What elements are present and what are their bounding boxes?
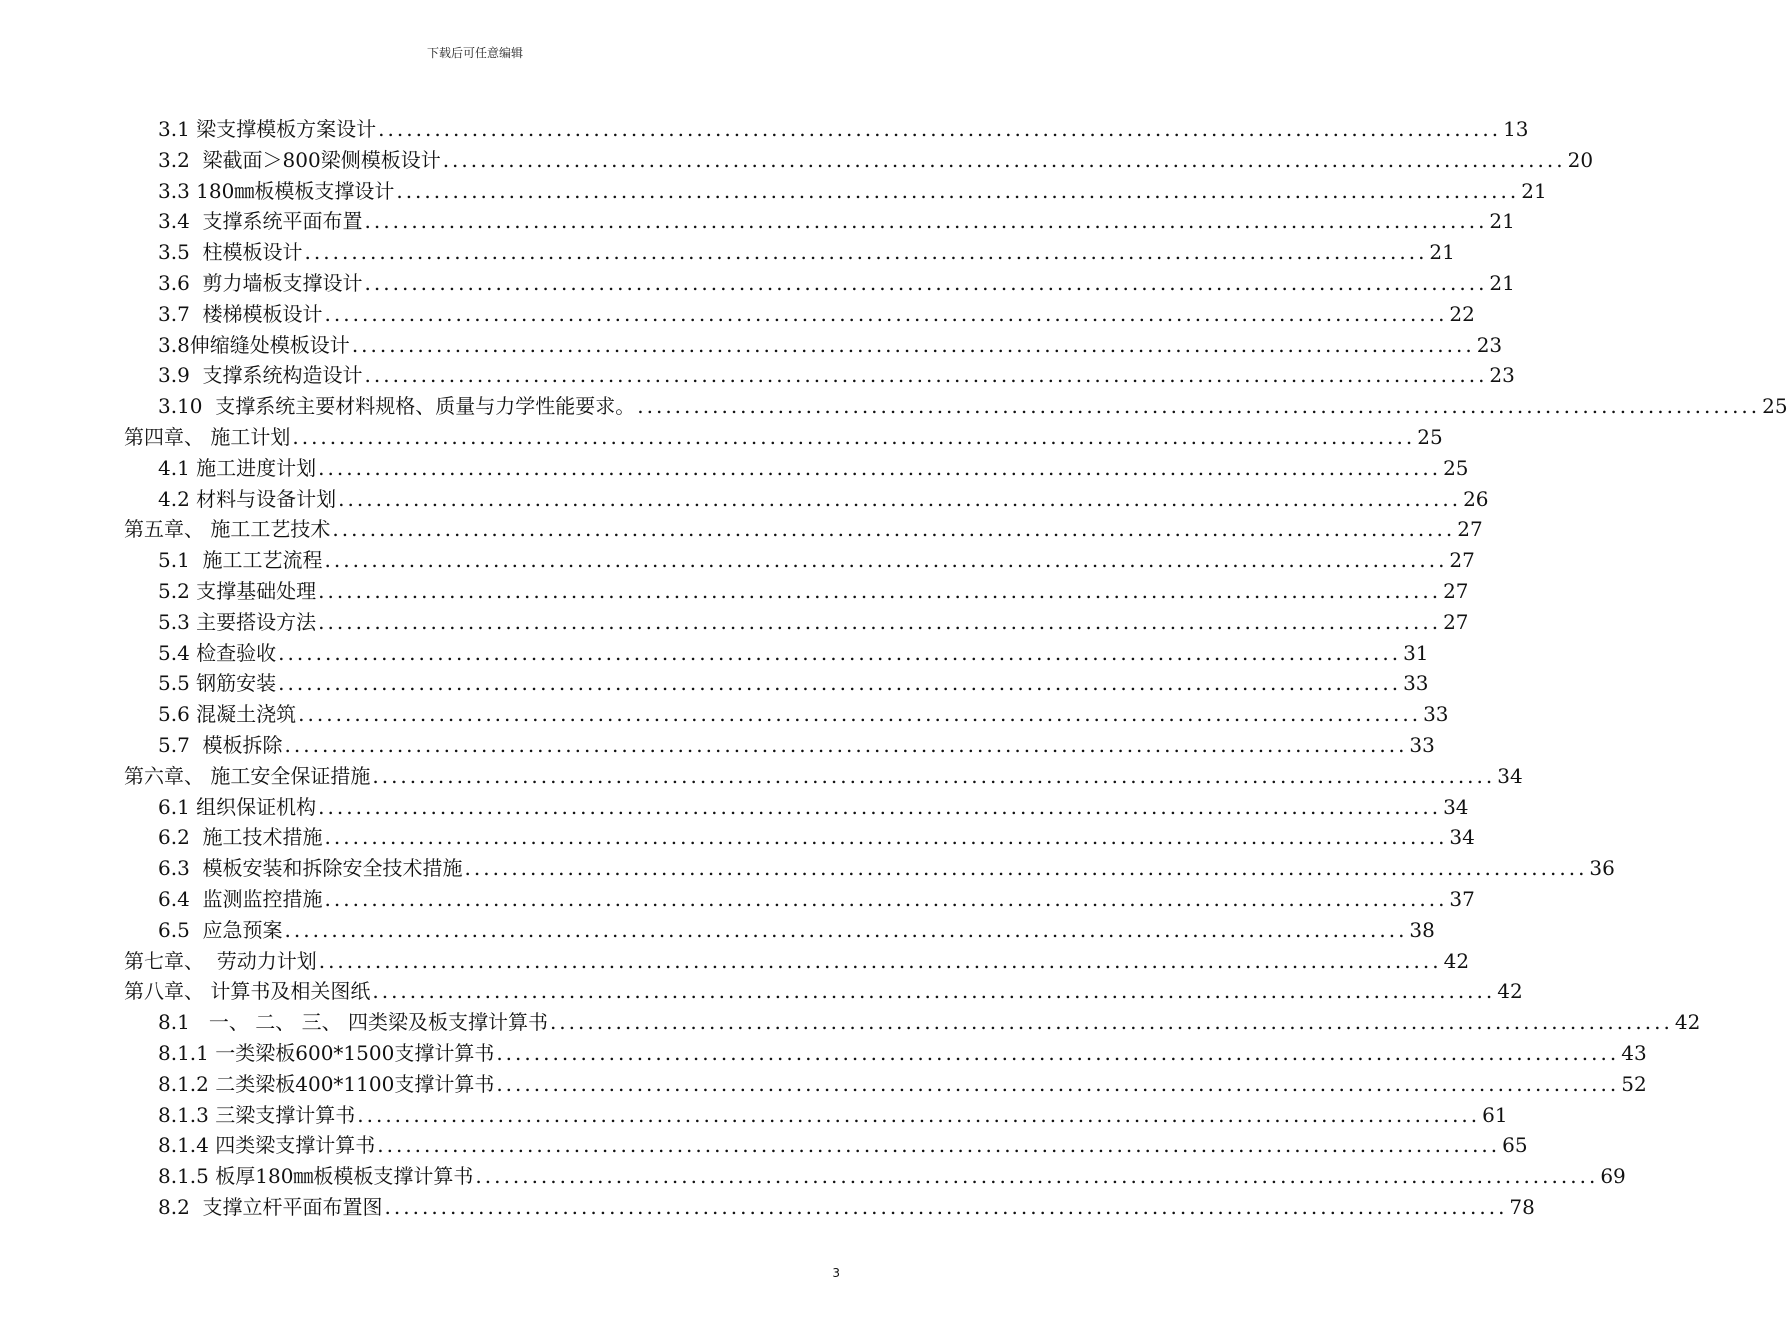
toc-entry-page: 78	[1509, 1195, 1535, 1219]
toc-entry-page: 25	[1762, 394, 1788, 419]
toc-entry-page: 34	[1449, 825, 1475, 850]
toc-dot-leader: ........................................................................................................................	[396, 178, 1520, 203]
toc-dot-leader: ........................................................................................................................	[475, 1164, 1599, 1189]
toc-entry-page: 26	[1463, 486, 1489, 511]
toc-entry[interactable]	[158, 572, 1469, 603]
toc-entry-label: 6.5 应急预案	[158, 917, 283, 942]
toc-entry-label: 3.1 梁支撑模板方案设计	[158, 117, 377, 141]
toc-entry-page: 38	[1409, 917, 1435, 942]
toc-entry-label: 5.4 检查验收	[158, 640, 277, 665]
toc-entry-label: 3.9 支撑系统构造设计	[158, 363, 363, 388]
toc-dot-leader: ........................................................................................................................	[278, 671, 1402, 696]
toc-entry[interactable]	[158, 664, 1429, 696]
toc-entry-label: 3.3 180㎜板模板支撑设计	[158, 178, 395, 203]
toc-entry[interactable]	[158, 295, 1475, 326]
toc-dot-leader: ........................................................................................................................	[377, 1133, 1501, 1158]
toc-dot-leader: ........................................................................................................................	[496, 1041, 1620, 1065]
toc-entry-label: 第六章、 施工安全保证措施	[124, 763, 371, 788]
toc-entry-label: 3.5 柱模板设计	[158, 240, 303, 265]
toc-entry-label: 8.1.1 一类梁板600*1500支撑计算书	[158, 1041, 495, 1065]
toc-dot-leader: ........................................................................................................................	[364, 209, 1488, 234]
toc-entry-page: 37	[1449, 887, 1475, 911]
toc-entry-label: 5.1 施工工艺流程	[158, 548, 323, 573]
toc-entry[interactable]	[124, 418, 1443, 449]
toc-entry-label: 3.10 支撑系统主要材料规格、质量与力学性能要求。	[158, 394, 636, 419]
toc-entry[interactable]	[158, 387, 1788, 419]
toc-entry-page: 27	[1449, 548, 1475, 573]
toc-dot-leader: ........................................................................................................................	[284, 733, 1408, 757]
toc-entry[interactable]	[158, 541, 1475, 573]
toc-dot-leader: ........................................................................................................................	[318, 948, 1442, 973]
toc-entry[interactable]	[158, 1157, 1626, 1189]
toc-entry-label: 6.4 监测监控措施	[158, 887, 323, 911]
toc-dot-leader: ........................................................................................................................	[318, 455, 1442, 480]
toc-entry-label: 4.2 材料与设备计划	[158, 486, 337, 511]
toc-entry-page: 22	[1449, 301, 1475, 326]
toc-dot-leader: ........................................................................................................................	[364, 271, 1488, 295]
toc-entry-page: 42	[1674, 1010, 1701, 1035]
toc-entry-page: 27	[1443, 609, 1469, 634]
toc-entry-label: 8.1.2 二类梁板400*1100支撑计算书	[158, 1071, 495, 1096]
toc-entry-page: 43	[1621, 1041, 1647, 1065]
toc-entry[interactable]	[158, 172, 1547, 203]
toc-entry-label: 6.3 模板安装和拆除安全技术措施	[158, 856, 463, 881]
toc-entry-page: 21	[1489, 271, 1515, 295]
toc-entry-page: 33	[1423, 702, 1449, 727]
toc-entry-label: 第八章、 计算书及相关图纸	[124, 979, 371, 1004]
toc-entry-page: 21	[1521, 178, 1547, 203]
toc-entry[interactable]	[158, 264, 1515, 295]
toc-entry-page: 25	[1417, 425, 1443, 449]
toc-entry-label: 8.1.4 四类梁支撑计算书	[158, 1133, 376, 1158]
toc-entry-page: 34	[1497, 763, 1523, 788]
toc-entry[interactable]	[158, 1096, 1508, 1127]
toc-dot-leader: ........................................................................................................................	[278, 640, 1402, 665]
toc-entry-label: 5.3 主要搭设方法	[158, 609, 317, 634]
toc-entry-page: 52	[1621, 1071, 1647, 1096]
toc-entry-label: 第五章、 施工工艺技术	[124, 517, 331, 542]
toc-dot-leader: ........................................................................................................................	[378, 117, 1502, 141]
toc-entry-label: 第七章、 劳动力计划	[124, 948, 317, 973]
toc-entry-page: 42	[1497, 979, 1523, 1004]
toc-dot-leader: ........................................................................................................................	[372, 979, 1496, 1004]
toc-entry[interactable]	[158, 911, 1435, 942]
toc-entry[interactable]	[158, 1034, 1647, 1065]
toc-entry-label: 5.2 支撑基础处理	[158, 579, 317, 603]
toc-entry-page: 23	[1489, 363, 1515, 388]
toc-entry-page: 20	[1567, 147, 1594, 172]
toc-entry-page: 65	[1502, 1133, 1528, 1158]
toc-dot-leader: ........................................................................................................................	[304, 240, 1428, 265]
toc-dot-leader: ........................................................................................................................	[284, 917, 1408, 942]
toc-entry[interactable]	[158, 788, 1469, 819]
toc-dot-leader: ........................................................................................................................	[318, 794, 1442, 819]
toc-entry-page: 36	[1589, 856, 1615, 881]
toc-entry-label: 3.8伸缩缝处模板设计	[158, 332, 350, 357]
toc-entry-label: 5.5 钢筋安装	[158, 671, 277, 696]
toc-entry-label: 8.2 支撑立杆平面布置图	[158, 1195, 383, 1219]
toc-dot-leader: ........................................................................................................................	[351, 332, 1475, 357]
toc-dot-leader: ........................................................................................................................	[298, 702, 1422, 727]
page-number: 3	[832, 1266, 840, 1280]
toc-dot-leader: ........................................................................................................................	[384, 1195, 1508, 1219]
toc-entry[interactable]	[158, 356, 1515, 388]
toc-entry-label: 8.1.3 三梁支撑计算书	[158, 1102, 356, 1127]
toc-entry[interactable]	[158, 110, 1529, 141]
toc-entry-page: 21	[1489, 209, 1515, 234]
toc-entry-label: 第四章、 施工计划	[124, 425, 291, 449]
toc-entry-page: 27	[1443, 579, 1469, 603]
toc-entry[interactable]	[124, 757, 1523, 788]
toc-dot-leader: ........................................................................................................................	[324, 887, 1448, 911]
toc-entry[interactable]	[158, 449, 1469, 480]
toc-entry-label: 5.6 混凝土浇筑	[158, 702, 297, 727]
toc-entry-page: 21	[1429, 240, 1455, 265]
toc-dot-leader: ........................................................................................................................	[332, 517, 1456, 542]
toc-entry[interactable]	[158, 326, 1503, 357]
toc-dot-leader: ........................................................................................................................	[318, 609, 1442, 634]
toc-entry[interactable]	[158, 480, 1489, 511]
toc-dot-leader: ........................................................................................................................	[357, 1102, 1481, 1127]
page-header: 下载后可任意编辑	[426, 46, 523, 60]
toc-entry-page: 34	[1443, 794, 1469, 819]
toc-entry[interactable]	[158, 1065, 1647, 1096]
toc-entry[interactable]	[158, 880, 1475, 911]
toc-entry[interactable]	[158, 1003, 1701, 1035]
toc-entry[interactable]	[158, 818, 1475, 850]
toc-entry-page: 33	[1409, 733, 1435, 757]
toc-dot-leader: ........................................................................................................................	[324, 825, 1448, 850]
toc-entry-label: 3.7 楼梯模板设计	[158, 301, 323, 326]
toc-entry[interactable]	[158, 695, 1449, 727]
toc-entry[interactable]	[158, 1188, 1535, 1219]
toc-dot-leader: ........................................................................................................................	[324, 548, 1448, 573]
toc-entry[interactable]	[158, 1126, 1528, 1158]
toc-entry-page: 25	[1443, 455, 1469, 480]
toc-entry[interactable]	[124, 510, 1483, 542]
toc-entry-page: 69	[1600, 1164, 1626, 1189]
toc-entry[interactable]	[158, 141, 1594, 172]
toc-dot-leader: ........................................................................................................................	[496, 1071, 1620, 1096]
toc-entry[interactable]	[124, 972, 1523, 1004]
toc-entry-label: 3.2 梁截面＞800梁侧模板设计	[158, 147, 441, 172]
toc-entry-label: 6.2 施工技术措施	[158, 825, 323, 850]
toc-entry-label: 3.6 剪力墙板支撑设计	[158, 271, 363, 295]
toc-entry[interactable]	[158, 849, 1615, 881]
toc-entry-label: 8.1.5 板厚180㎜板模板支撑计算书	[158, 1164, 474, 1189]
toc-dot-leader: ........................................................................................................................	[324, 301, 1448, 326]
toc-entry-label: 3.4 支撑系统平面布置	[158, 209, 363, 234]
toc-dot-leader: ........................................................................................................................	[292, 425, 1416, 449]
toc-entry-page: 23	[1476, 332, 1503, 357]
toc-dot-leader: ........................................................................................................................	[637, 394, 1761, 419]
toc-dot-leader: ........................................................................................................................	[442, 147, 1566, 172]
toc-entry-page: 31	[1403, 640, 1429, 665]
toc-entry-page: 27	[1457, 517, 1483, 542]
toc-entry-label: 6.1 组织保证机构	[158, 794, 317, 819]
toc-dot-leader: ........................................................................................................................	[549, 1010, 1673, 1035]
toc-entry-page: 42	[1443, 948, 1470, 973]
toc-dot-leader: ........................................................................................................................	[318, 579, 1442, 603]
toc-dot-leader: ........................................................................................................................	[372, 763, 1496, 788]
toc-dot-leader: ........................................................................................................................	[464, 856, 1588, 881]
toc-dot-leader: ........................................................................................................................	[338, 486, 1462, 511]
toc-entry-label: 5.7 模板拆除	[158, 733, 283, 757]
toc-entry[interactable]	[158, 726, 1435, 757]
toc-entry-label: 8.1 一、 二、 三、 四类梁及板支撑计算书	[158, 1010, 548, 1035]
toc-entry-page: 61	[1482, 1102, 1508, 1127]
toc-entry[interactable]	[158, 603, 1469, 634]
toc-entry[interactable]	[158, 634, 1429, 665]
toc-entry[interactable]	[124, 942, 1470, 973]
toc-entry-page: 13	[1503, 117, 1529, 141]
toc-entry[interactable]	[158, 233, 1455, 265]
toc-dot-leader: ........................................................................................................................	[364, 363, 1488, 388]
toc-entry[interactable]	[158, 202, 1515, 234]
toc-entry-label: 4.1 施工进度计划	[158, 455, 317, 480]
toc-entry-page: 33	[1403, 671, 1429, 696]
